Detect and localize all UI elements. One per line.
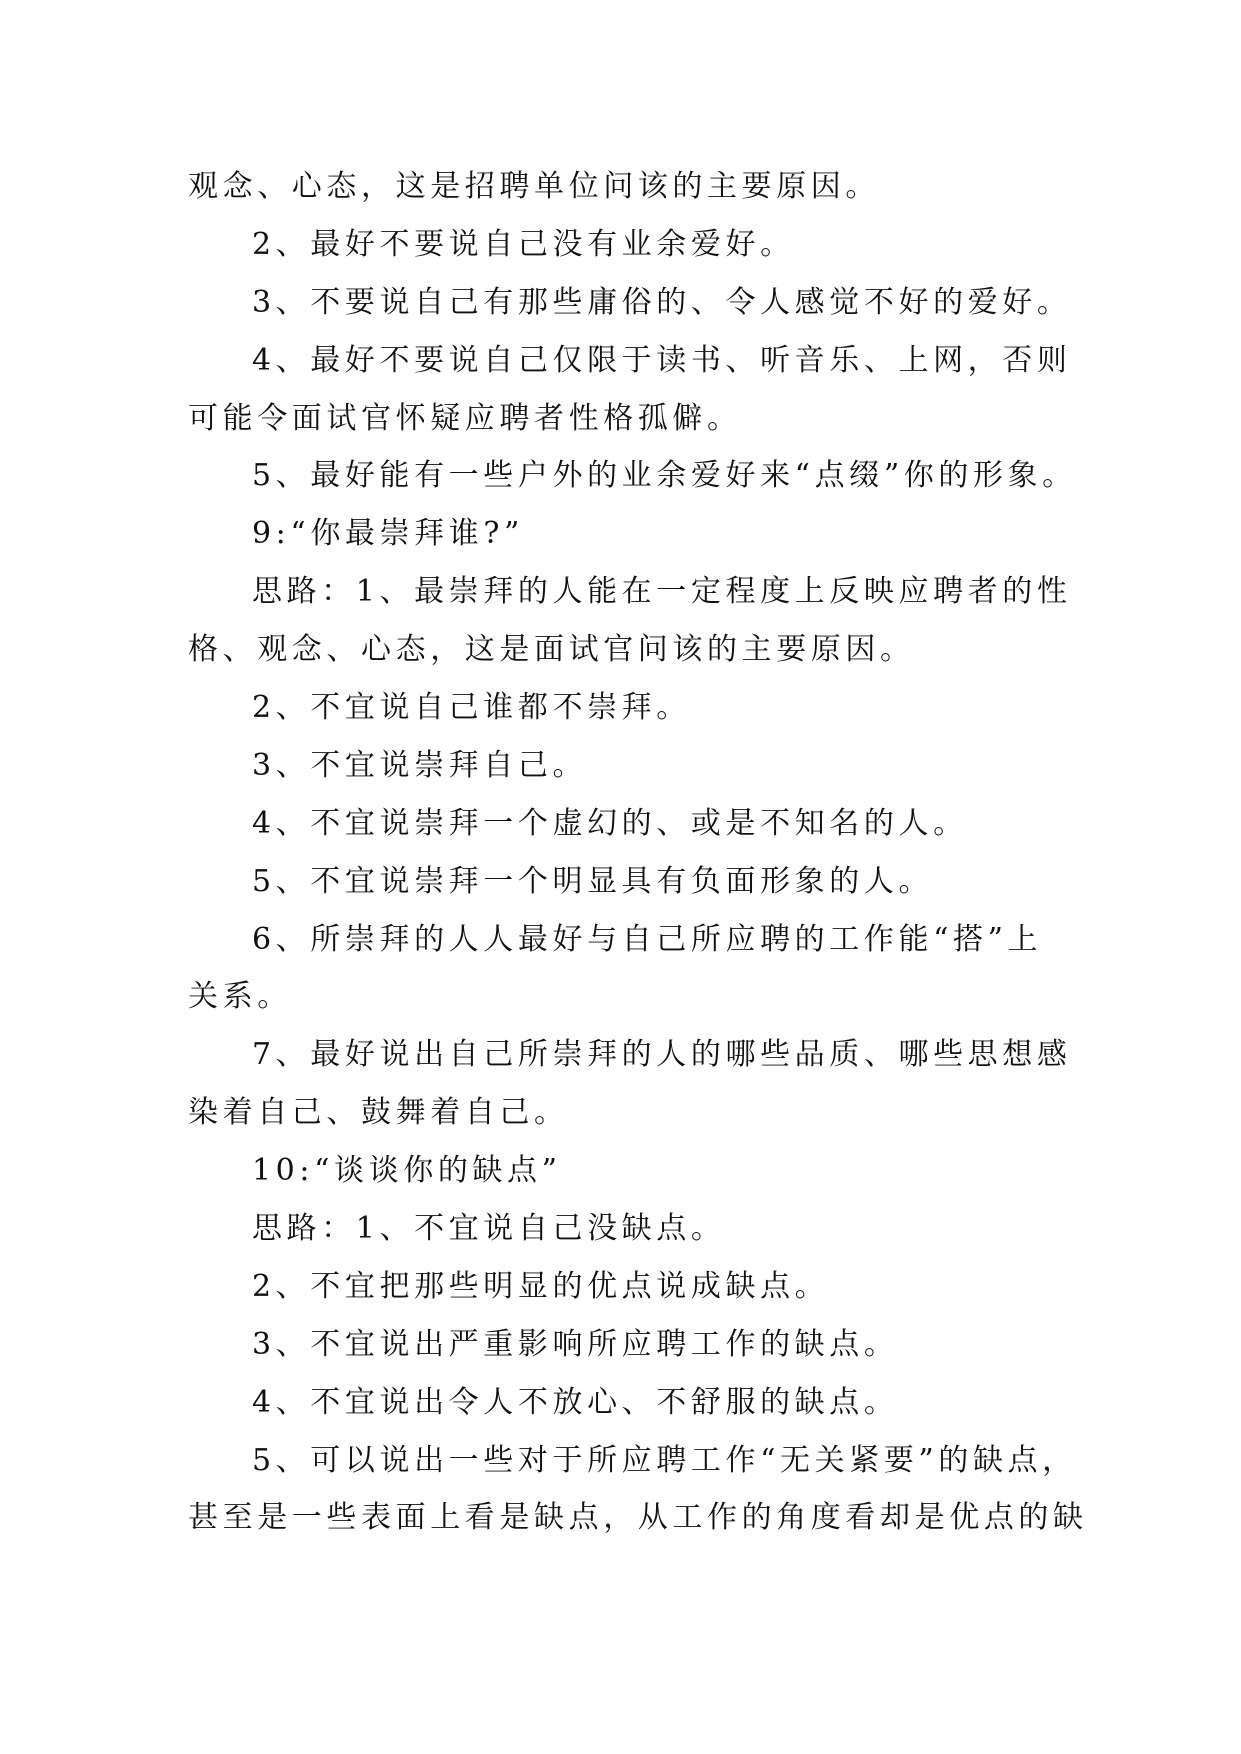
question-heading: 10:“谈谈你的缺点”	[252, 1153, 562, 1189]
text-line: 甚至是一些表面上看是缺点，从工作的角度看却是优点的缺	[188, 1500, 1088, 1536]
text-line: 6、所崇拜的人人最好与自己所应聘的工作能“搭”上	[252, 921, 1043, 957]
text-line: 观念、心态，这是招聘单位问该的主要原因。	[188, 169, 880, 204]
text-line: 5、不宜说崇拜一个明显具有负面形象的人。	[252, 863, 934, 899]
text-line: 4、不宜说出令人不放心、不舒服的缺点。	[252, 1384, 899, 1420]
document-body	[188, 158, 1088, 1547]
text-line: 5、最好能有一些户外的业余爱好来“点缀”你的形象。	[252, 458, 1077, 494]
text-line: 关系。	[188, 979, 292, 1015]
question-heading: 9:“你最崇拜谁?”	[252, 516, 524, 552]
text-line: 染着自己、鼓舞着自己。	[188, 1095, 569, 1131]
text-line: 2、不宜把那些明显的优点说成缺点。	[252, 1268, 830, 1304]
text-line: 4、不宜说崇拜一个虚幻的、或是不知名的人。	[252, 805, 968, 841]
text-line: 思路：1、最崇拜的人能在一定程度上反映应聘者的性	[252, 574, 1072, 610]
text-line: 3、不要说自己有那些庸俗的、令人感觉不好的爱好。	[252, 284, 1072, 320]
text-line: 5、可以说出一些对于所应聘工作“无关紧要”的缺点，	[252, 1442, 1077, 1478]
text-line: 2、最好不要说自己没有业余爱好。	[252, 226, 795, 262]
text-line: 可能令面试官怀疑应聘者性格孤僻。	[188, 400, 742, 436]
text-line: 3、不宜说崇拜自己。	[252, 747, 588, 783]
text-line: 思路：1、不宜说自己没缺点。	[252, 1211, 726, 1247]
text-line: 4、最好不要说自己仅限于读书、听音乐、上网，否则	[252, 342, 1072, 378]
text-line: 3、不宜说出严重影响所应聘工作的缺点。	[252, 1326, 899, 1362]
text-line: 7、最好说出自己所崇拜的人的哪些品质、哪些思想感	[252, 1037, 1072, 1073]
text-line: 2、不宜说自己谁都不崇拜。	[252, 690, 691, 726]
text-line: 格、观念、心态，这是面试官问该的主要原因。	[188, 632, 915, 668]
